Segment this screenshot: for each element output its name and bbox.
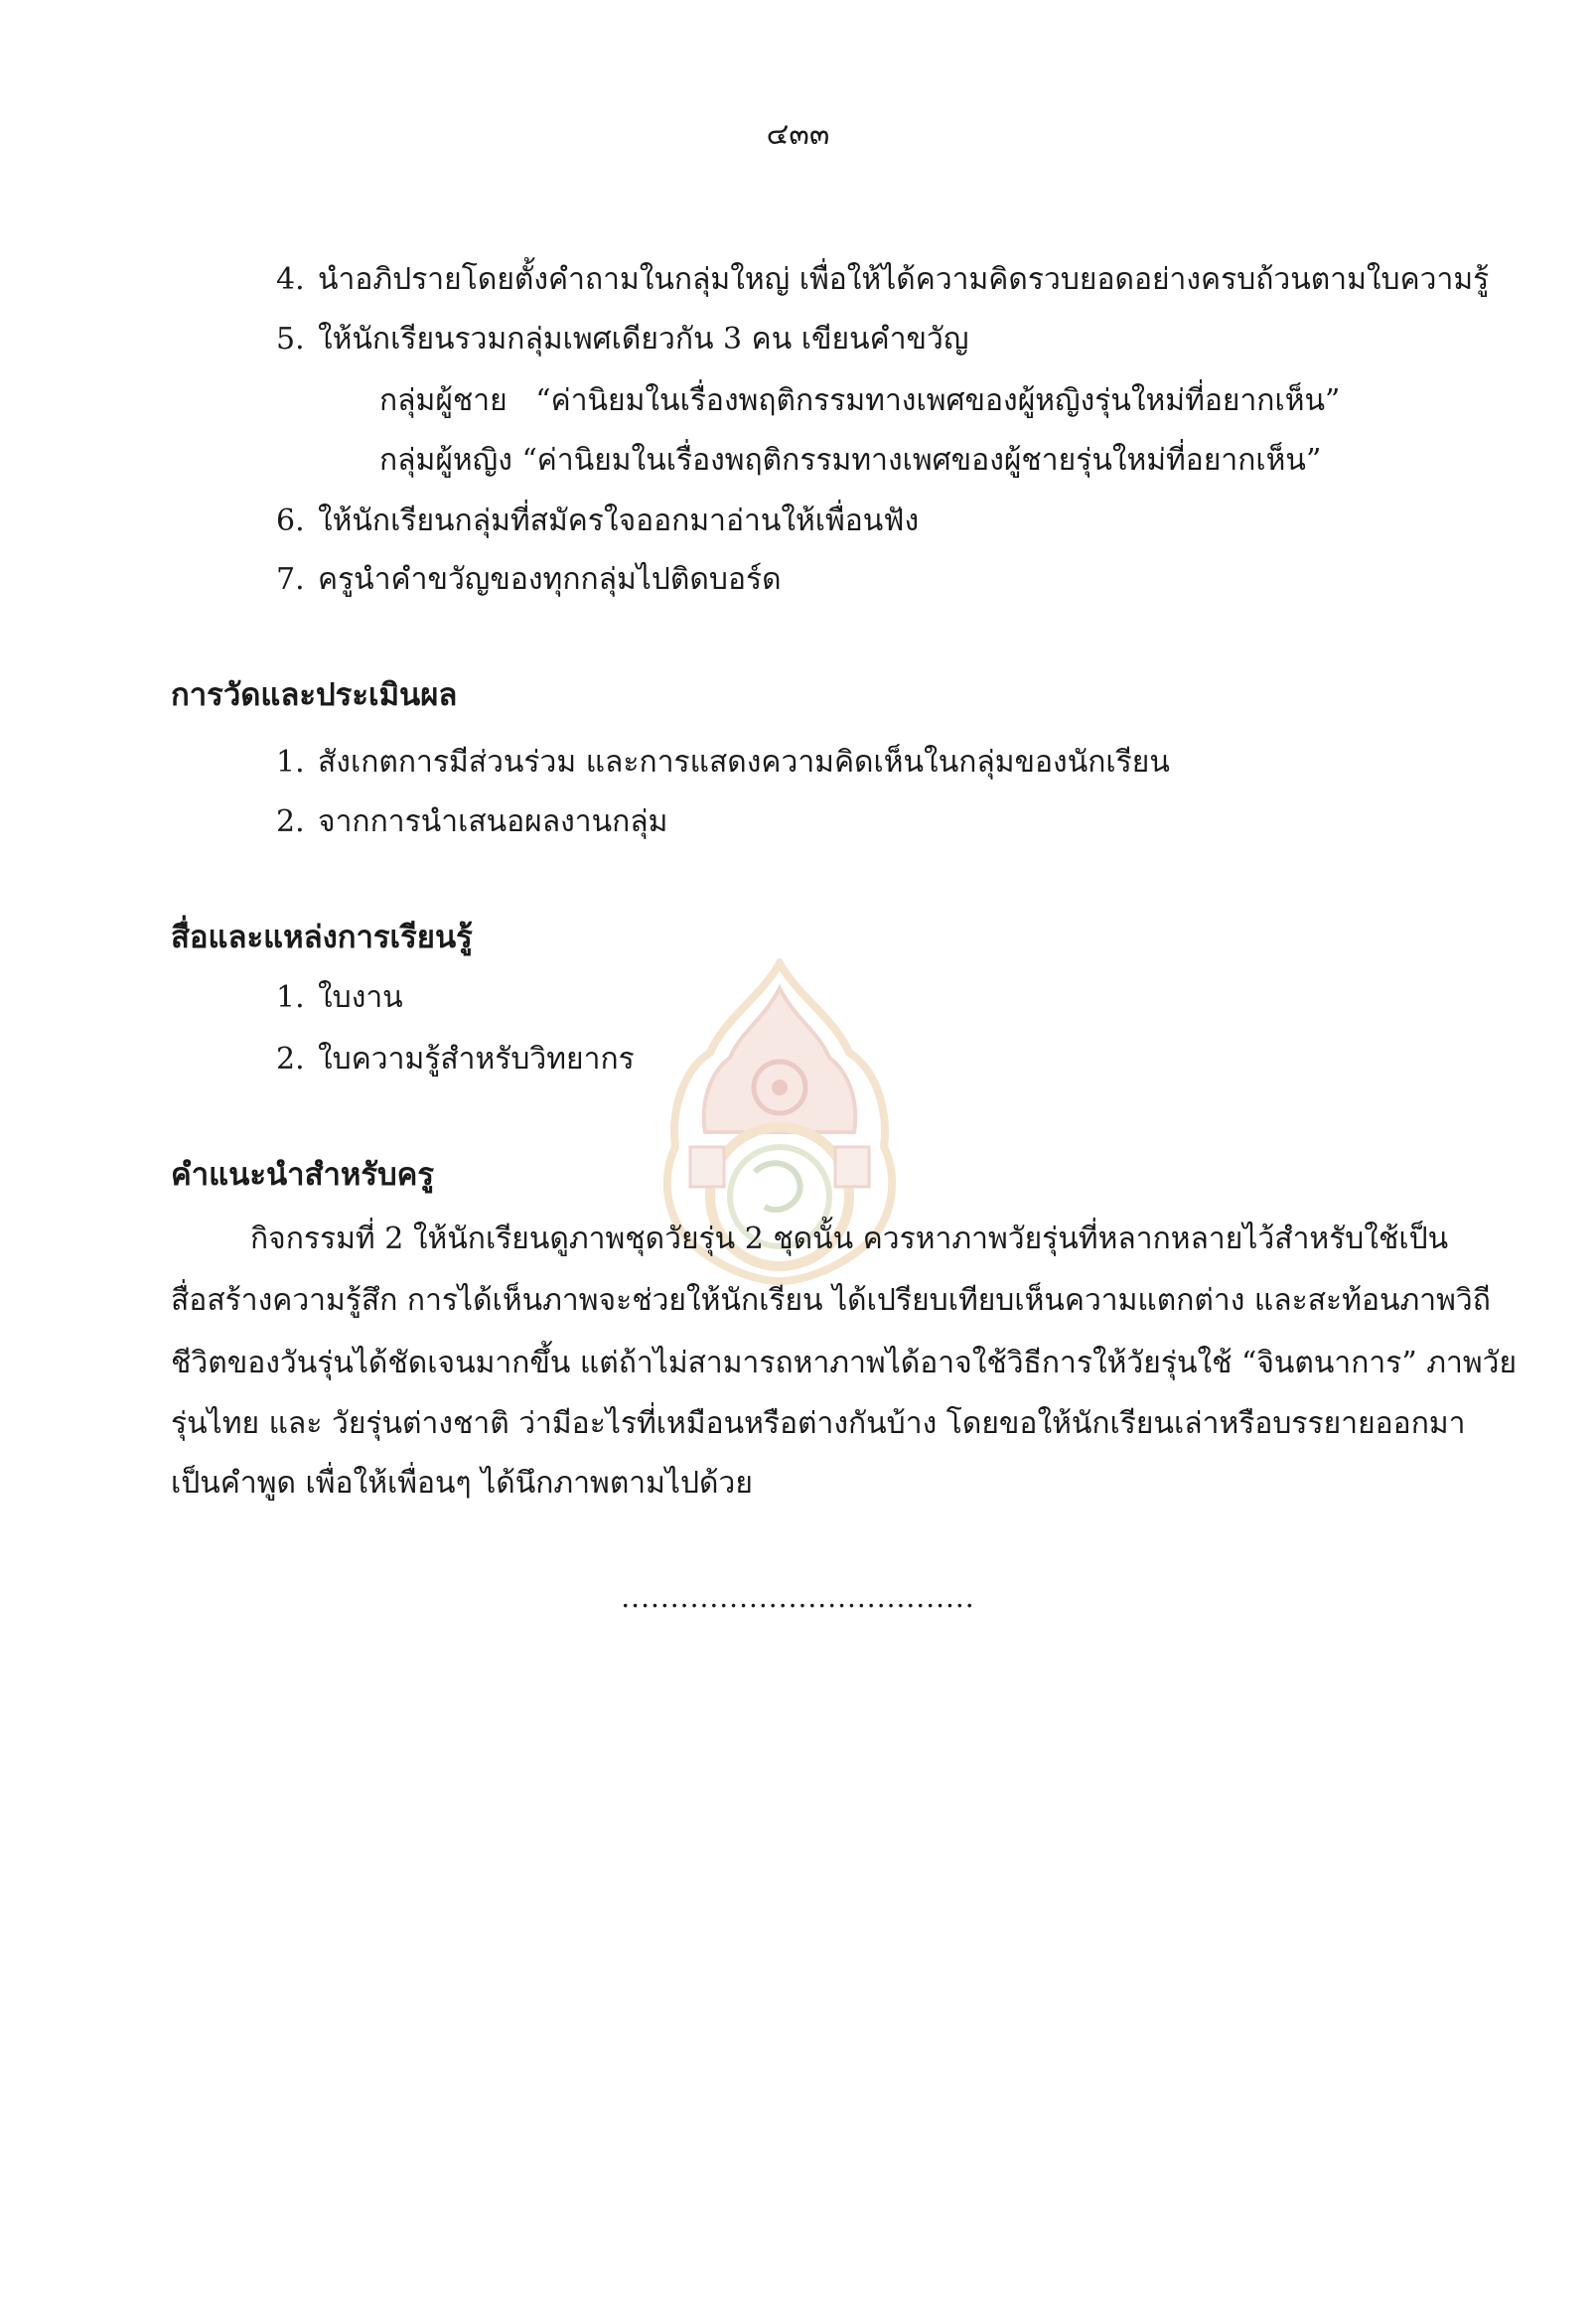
paragraph-line: สื่อสร้างความรู้สึก การได้เห็นภาพจะช่วยให้นักเรียน ได้เปรียบเทียบเห็นความแตกต่าง และสะท้อนภาพวิถี — [171, 1283, 1491, 1318]
list-number: 2. — [276, 804, 305, 839]
list-item — [276, 260, 1489, 300]
list-text: สังเกตการมีส่วนร่วม และการแสดงความคิดเห็นในกลุ่มของนักเรียน — [318, 745, 1170, 780]
paragraph-line: กิจกรรมที่ 2 ให้นักเรียนดูภาพชุดวัยรุ่น 2 ชุดนั้น ควรหาภาพวัยรุ่นที่หลากหลายไว้สำหรับใช้เป็น — [250, 1222, 1449, 1256]
list-text: ครูนำคำขวัญของทุกกลุ่มไปติดบอร์ด — [318, 562, 782, 597]
group-slogan: “ค่านิยมในเรื่องพฤติกรรมทางเพศของผู้ชายรุ่นใหม่ที่อยากเห็น” — [521, 443, 1322, 478]
list-number: 1. — [276, 745, 305, 780]
list-text: จากการนำเสนอผลงานกลุ่ม — [318, 804, 668, 839]
list-number: 6. — [276, 504, 305, 538]
section-heading-teacher-advice: คำแนะนำสำหรับครู — [171, 1157, 435, 1193]
group-label: กลุ่มผู้ชาย — [379, 383, 508, 418]
list-number: 5. — [276, 322, 305, 357]
group-slogan: “ค่านิยมในเรื่องพฤติกรรมทางเพศของผู้หญิงรุ่นใหม่ที่อยากเห็น” — [535, 383, 1341, 418]
page-number: ๔๓๓ — [766, 117, 830, 152]
paragraph-line: เป็นคำพูด เพื่อให้เพื่อนๆ ได้นึกภาพตามไปด้วย — [171, 1466, 753, 1501]
group-label: กลุ่มผู้หญิง — [379, 443, 512, 478]
section-heading-evaluation: การวัดและประเมินผล — [171, 677, 458, 713]
list-text: นำอภิปรายโดยตั้งคำถามในกลุ่มใหญ่ เพื่อให้ได้ความคิดรวบยอดอย่างครบถ้วนตามใบความรู้ — [318, 262, 1490, 297]
list-item — [276, 802, 667, 842]
list-text: ให้นักเรียนกลุ่มที่สมัครใจออกมาอ่านให้เพื่อนฟัง — [318, 504, 920, 538]
paragraph-line: รุ่นไทย และ วัยรุ่นต่างชาติ ว่ามีอะไรที่เหมือนหรือต่างกันบ้าง โดยขอให้นักเรียนเล่าหรือบรรยายออกมา — [171, 1406, 1466, 1441]
list-item — [276, 320, 968, 360]
end-dots-divider: .................................... — [621, 1581, 975, 1614]
list-number: 1. — [276, 980, 305, 1015]
paragraph-line: ชีวิตของวันรุ่นได้ชัดเจนมากขึ้น แต่ถ้าไม่สามารถหาภาพได้อาจใช้วิธีการให้วัยรุ่นใช้ “จินตนาการ” ภาพวัย — [171, 1346, 1518, 1380]
list-item — [276, 560, 782, 600]
list-item — [276, 502, 919, 541]
list-text: ใบความรู้สำหรับวิทยากร — [318, 1042, 635, 1077]
list-item — [276, 1040, 635, 1080]
list-number: 7. — [276, 562, 305, 597]
list-text: ให้นักเรียนรวมกลุ่มเพศเดียวกัน 3 คน เขียนคำขวัญ — [318, 322, 969, 357]
list-number: 4. — [276, 262, 305, 297]
group-line — [379, 381, 1340, 421]
list-text: ใบงาน — [318, 980, 403, 1015]
list-item — [276, 978, 403, 1018]
section-heading-media: สื่อและแหล่งการเรียนรู้ — [171, 920, 473, 955]
list-number: 2. — [276, 1042, 305, 1077]
group-line — [379, 441, 1321, 481]
list-item — [276, 743, 1170, 783]
